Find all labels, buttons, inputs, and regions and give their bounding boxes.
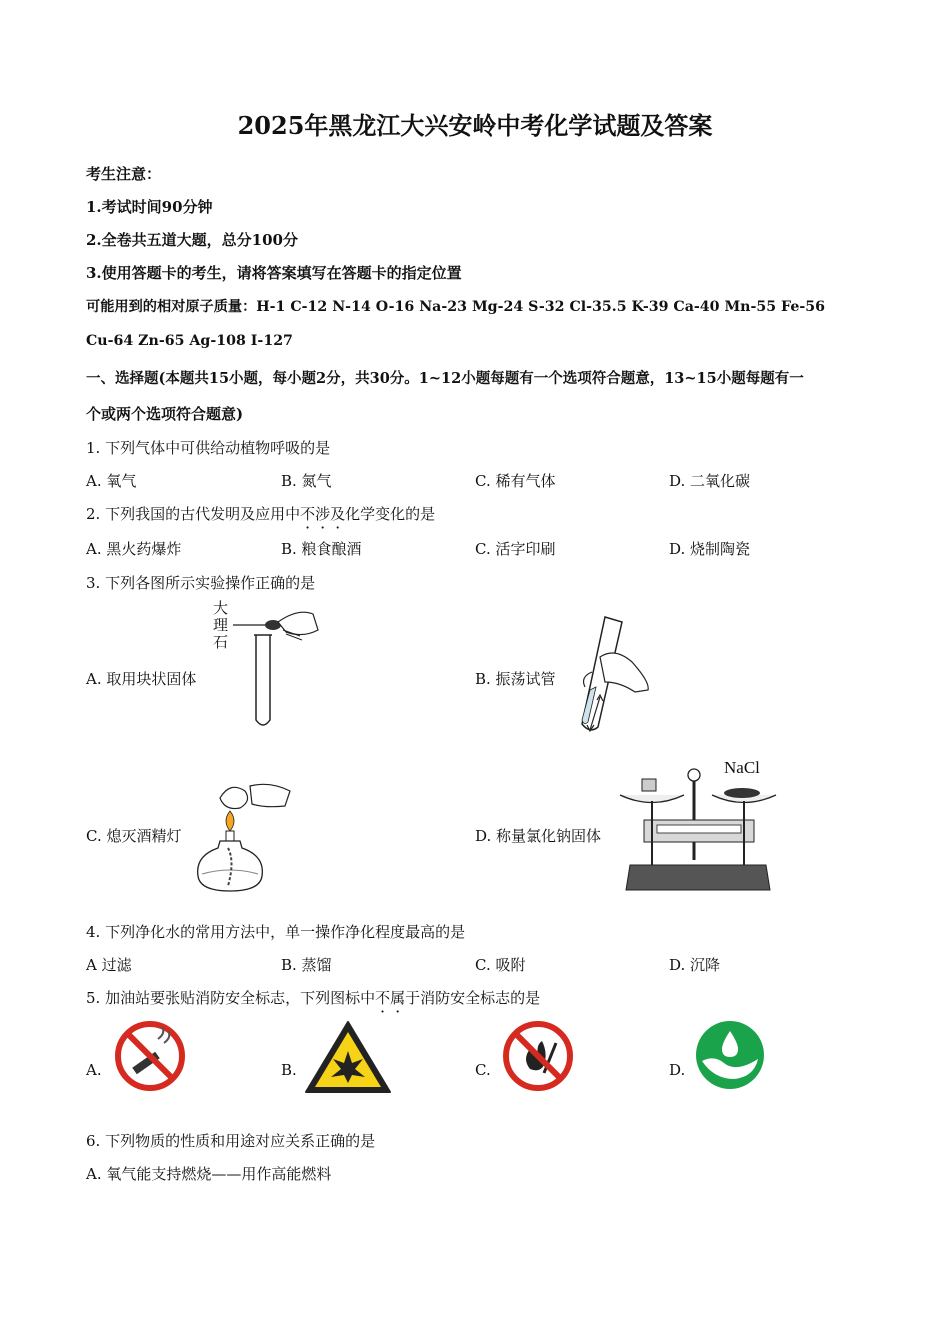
figure-alcohol-lamp: [190, 776, 300, 898]
atomic-mass-line: Cu-64 Zn-65 Ag-108 I-127: [86, 333, 293, 349]
option: B. 蒸馏: [281, 956, 332, 974]
option: D. 二氧化碳: [669, 472, 751, 490]
option: C. 稀有气体: [475, 472, 556, 490]
option: D. 称量氯化钠固体: [475, 827, 602, 845]
option: C. 活字印刷: [475, 540, 556, 558]
option: B. 氮气: [281, 472, 332, 490]
water-saving-sign-icon: [694, 1019, 766, 1091]
option: A.: [86, 1061, 102, 1079]
stem-text: 化学变化的是: [345, 505, 436, 523]
page-title: 2025年黑龙江大兴安岭中考化学试题及答案: [237, 111, 713, 140]
option: B.: [281, 1061, 297, 1079]
question-stem: 1. 下列气体中可供给动植物呼吸的是: [86, 439, 331, 457]
atomic-mass-line: 可能用到的相对原子质量：H-1 C-12 N-14 O-16 Na-23 Mg-24 S-32 Cl-35.5 K-39 Ca-40 Mn-55 Fe-56: [86, 299, 826, 315]
emphasis-char: 涉: [315, 505, 331, 523]
question-stem: 3. 下列各图所示实验操作正确的是: [86, 574, 316, 592]
emphasis-char: 属: [390, 989, 406, 1007]
option: B. 振荡试管: [475, 670, 556, 688]
explosive-warning-sign-icon: [303, 1019, 393, 1095]
option: A. 取用块状固体: [86, 670, 197, 688]
option: C.: [475, 1061, 491, 1079]
question-stem: [86, 503, 435, 524]
no-open-flame-sign-icon: [500, 1019, 576, 1093]
option: D.: [669, 1061, 686, 1079]
emphasis-char: 不: [300, 505, 316, 523]
option: B. 粮食酿酒: [281, 540, 362, 558]
notice-item: 2.全卷共五道大题，总分100分: [86, 231, 298, 249]
figure-balance: [612, 765, 782, 895]
stem-text: 5. 加油站要张贴消防安全标志，下列图标中: [86, 989, 376, 1007]
emphasis-char: 及: [330, 505, 346, 523]
question-stem: [86, 987, 540, 1008]
section-heading: 个或两个选项符合题意): [86, 405, 244, 423]
option: C. 吸附: [475, 956, 526, 974]
figure-shaking-tube: [560, 612, 660, 732]
option: C. 熄灭酒精灯: [86, 827, 182, 845]
question-stem: 4. 下列净化水的常用方法中，单一操作净化程度最高的是: [86, 923, 466, 941]
emphasis-char: 不: [375, 989, 391, 1007]
option: A. 黑火药爆炸: [86, 540, 182, 558]
notice-item: 1.考试时间90分钟: [86, 198, 213, 216]
figure-solid-into-tube: [228, 600, 328, 730]
notice-item: 3.使用答题卡的考生，请将答案填写在答题卡的指定位置: [86, 264, 462, 282]
section-heading: 一、选择题(本题共15小题，每小题2分，共30分。1~12小题每题有一个选项符合题意，13~15小题每题有一: [86, 370, 804, 387]
option: A. 氧气: [86, 472, 137, 490]
no-smoking-sign-icon: [112, 1019, 188, 1093]
option: D. 烧制陶瓷: [669, 540, 751, 558]
option: A 过滤: [86, 956, 132, 974]
stem-text: 2. 下列我国的古代发明及应用中: [86, 505, 301, 523]
notice-heading: 考生注意：: [86, 165, 162, 183]
figure-label-nacl: NaCl: [724, 758, 760, 777]
option: D. 沉降: [669, 956, 721, 974]
option: A. 氧气能支持燃烧——用作高能燃料: [86, 1165, 332, 1183]
stem-text: 于消防安全标志的是: [405, 989, 541, 1007]
figure-label-marble: 大 理 石: [213, 599, 229, 651]
question-stem: 6. 下列物质的性质和用途对应关系正确的是: [86, 1132, 376, 1150]
